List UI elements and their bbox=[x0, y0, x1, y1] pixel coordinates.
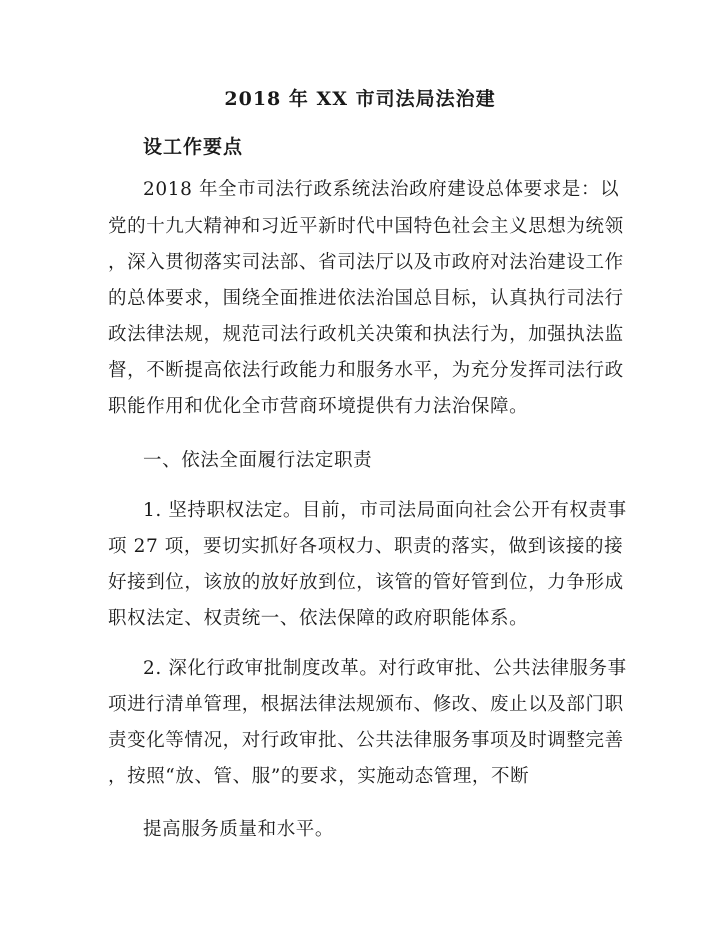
body-line: 好接到位，该放的放好放到位，该管的管好管到位，力争形成 bbox=[108, 572, 624, 593]
body-line: 职权法定、权责统一、依法保障的政府职能体系。 bbox=[108, 608, 529, 629]
body-line: 项进行清单管理，根据法律法规颁布、修改、废止以及部门职 bbox=[108, 694, 624, 715]
body-line: ，深入贯彻落实司法部、省司法厅以及市政府对法治建设工作 bbox=[108, 252, 624, 273]
document-subtitle: 设工作要点 bbox=[143, 136, 244, 158]
body-line: 督，不断提高依法行政能力和服务水平，为充分发挥司法行政 bbox=[108, 360, 624, 381]
body-line: 2018 年全市司法行政系统法治政府建设总体要求是：以 bbox=[143, 179, 620, 200]
body-line: 的总体要求，围绕全面推进依法治国总目标，认真执行司法行 bbox=[108, 288, 624, 309]
document-title: 2018 年 XX 市司法局法治建 bbox=[224, 88, 496, 110]
section-heading: 一、依法全面履行法定职责 bbox=[143, 450, 373, 471]
body-line: 党的十九大精神和习近平新时代中国特色社会主义思想为统领 bbox=[108, 216, 624, 237]
body-line: ，按照“放、管、服”的要求，实施动态管理，不断 bbox=[108, 766, 530, 787]
body-line: 政法律法规，规范司法行政机关决策和执法行为，加强执法监 bbox=[108, 324, 624, 345]
body-line: 职能作用和优化全市营商环境提供有力法治保障。 bbox=[108, 396, 529, 417]
body-line: 责变化等情况，对行政审批、公共法律服务事项及时调整完善 bbox=[108, 730, 624, 751]
body-line: 2. 深化行政审批制度改革。对行政审批、公共法律服务事 bbox=[143, 658, 627, 679]
body-line: 提高服务质量和水平。 bbox=[143, 819, 335, 840]
body-line: 1. 坚持职权法定。目前，市司法局面向社会公开有权责事 bbox=[143, 500, 627, 521]
body-line: 项 27 项，要切实抓好各项权力、职责的落实，做到该接的接 bbox=[108, 536, 624, 557]
